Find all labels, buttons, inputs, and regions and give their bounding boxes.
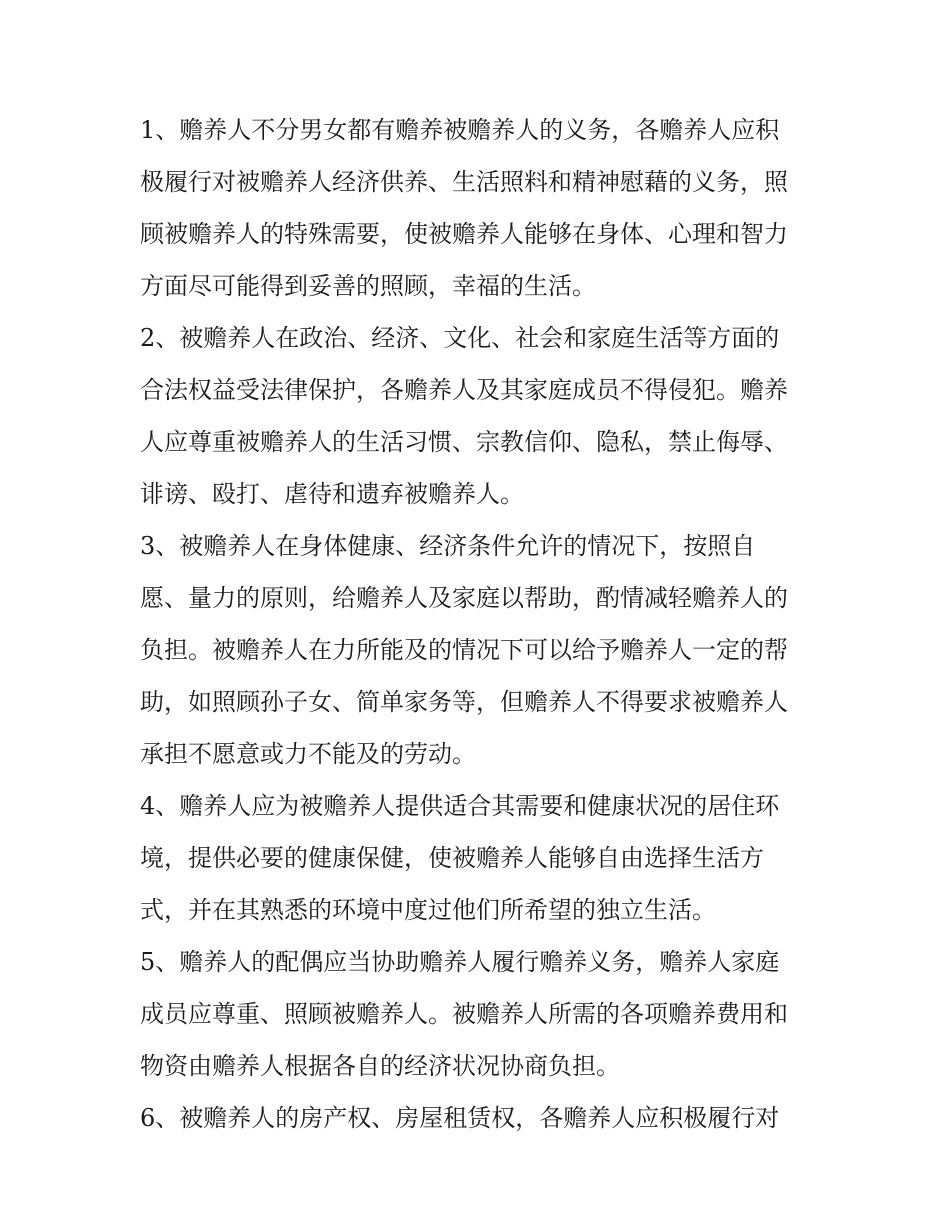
text-line: 物资由赡养人根据各自的经济状况协商负担。 xyxy=(140,1052,620,1080)
text-line: 顾被赡养人的特殊需要，使被赡养人能够在身体、心理和智力 xyxy=(140,220,788,248)
document-body xyxy=(140,104,820,1144)
text-line: 愿、量力的原则，给赡养人及家庭以帮助，酌情减轻赡养人的 xyxy=(140,584,788,612)
text-line: 合法权益受法律保护，各赡养人及其家庭成员不得侵犯。赡养 xyxy=(140,376,788,404)
text-line: 1、赡养人不分男女都有赡养被赡养人的义务，各赡养人应积 xyxy=(140,116,780,144)
text-line: 成员应尊重、照顾被赡养人。被赡养人所需的各项赡养费用和 xyxy=(140,1000,788,1028)
text-line: 4、赡养人应为被赡养人提供适合其需要和健康状况的居住环 xyxy=(140,792,780,820)
text-line: 极履行对被赡养人经济供养、生活照料和精神慰藉的义务，照 xyxy=(140,168,788,196)
text-line: 6、被赡养人的房产权、房屋租赁权，各赡养人应积极履行对 xyxy=(140,1104,780,1132)
text-line: 2、被赡养人在政治、经济、文化、社会和家庭生活等方面的 xyxy=(140,324,780,352)
text-line: 式，并在其熟悉的环境中度过他们所希望的独立生活。 xyxy=(140,896,716,924)
text-line: 人应尊重被赡养人的生活习惯、宗教信仰、隐私，禁止侮辱、 xyxy=(140,428,788,456)
text-line: 诽谤、殴打、虐待和遗弃被赡养人。 xyxy=(140,480,524,508)
text-line: 助，如照顾孙子女、简单家务等，但赡养人不得要求被赡养人 xyxy=(140,688,788,716)
text-line: 5、赡养人的配偶应当协助赡养人履行赡养义务，赡养人家庭 xyxy=(140,948,780,976)
text-line: 3、被赡养人在身体健康、经济条件允许的情况下，按照自 xyxy=(140,532,756,560)
text-line: 境，提供必要的健康保健，使被赡养人能够自由选择生活方 xyxy=(140,844,764,872)
text-line: 承担不愿意或力不能及的劳动。 xyxy=(140,740,476,768)
text-line: 方面尽可能得到妥善的照顾，幸福的生活。 xyxy=(140,272,596,300)
text-line: 负担。被赡养人在力所能及的情况下可以给予赡养人一定的帮 xyxy=(140,636,788,664)
